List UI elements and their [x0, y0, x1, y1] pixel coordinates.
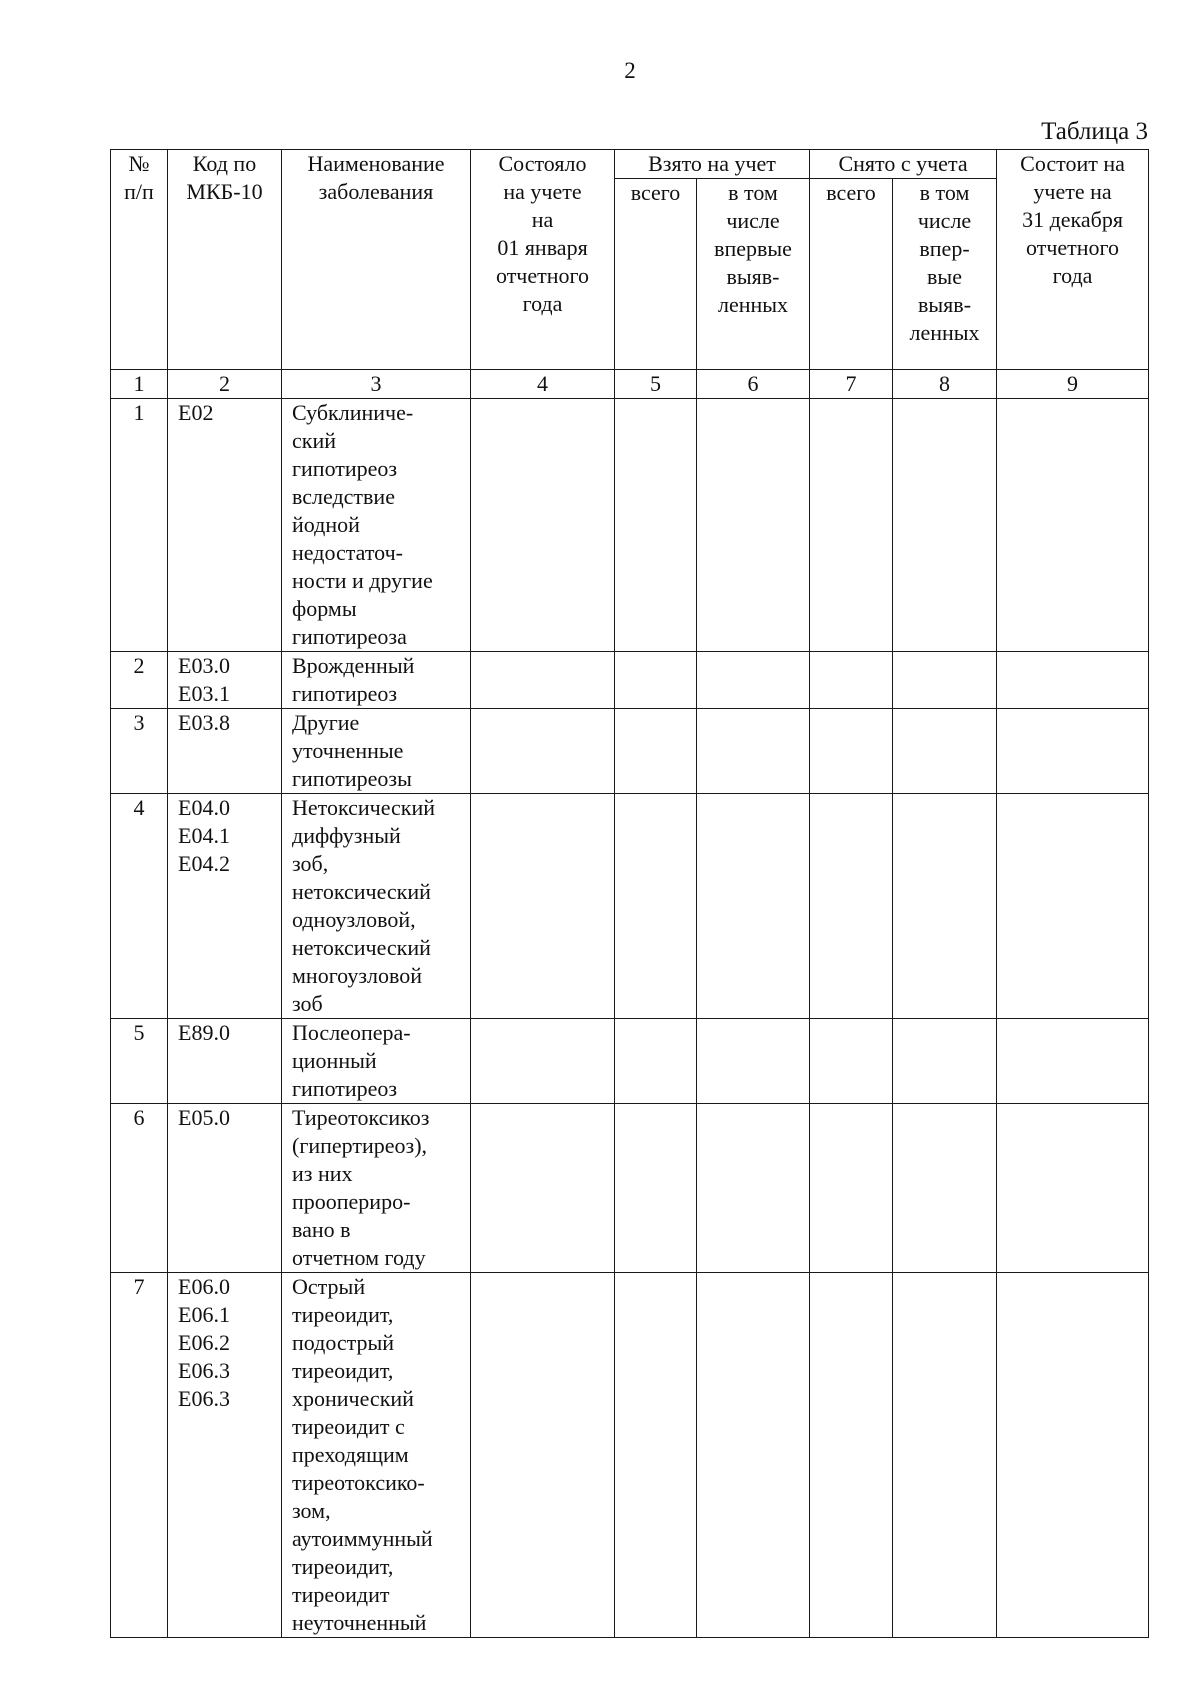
- column-number: 6: [697, 370, 810, 399]
- empty-data-cell: [471, 794, 615, 1019]
- empty-data-cell: [697, 652, 810, 709]
- empty-data-cell: [615, 1104, 697, 1273]
- empty-data-cell: [697, 399, 810, 652]
- table-row: [111, 1273, 1149, 1638]
- empty-data-cell: [997, 1273, 1149, 1638]
- empty-data-cell: [471, 399, 615, 652]
- header-end: Состоит на учете на 31 декабря отчетного года: [997, 150, 1149, 370]
- empty-data-cell: [997, 794, 1149, 1019]
- header-row-group: [111, 150, 1149, 179]
- row-num: 3: [133, 710, 145, 735]
- empty-data-cell: [615, 1019, 697, 1104]
- row-num-cell: [111, 1104, 168, 1273]
- header-removed-total: всего: [810, 179, 893, 370]
- header-taken-group: Взято на учет: [615, 150, 810, 179]
- row-code: Е03.0 Е03.1: [178, 653, 230, 706]
- row-num-cell: [111, 1273, 168, 1638]
- empty-data-cell: [471, 1104, 615, 1273]
- row-name-cell: [282, 709, 471, 794]
- row-code-cell: [168, 1104, 282, 1273]
- row-code-cell: [168, 1273, 282, 1638]
- empty-data-cell: [893, 794, 997, 1019]
- row-num: 4: [133, 795, 145, 820]
- row-num: 2: [133, 653, 145, 678]
- row-num-cell: [111, 794, 168, 1019]
- empty-data-cell: [893, 709, 997, 794]
- row-code-cell: [168, 709, 282, 794]
- row-name: Тиреотоксикоз (гипертиреоз), из них проопериро- вано в отчетном году: [292, 1105, 430, 1270]
- empty-data-cell: [697, 1104, 810, 1273]
- row-num-cell: [111, 399, 168, 652]
- empty-data-cell: [997, 1019, 1149, 1104]
- row-name: Другие уточненные гипотиреозы: [292, 710, 412, 791]
- column-number: 3: [282, 370, 471, 399]
- empty-data-cell: [471, 652, 615, 709]
- empty-data-cell: [893, 1104, 997, 1273]
- row-code-cell: [168, 399, 282, 652]
- table-caption: Таблица 3: [1041, 118, 1148, 145]
- report-table: [110, 149, 1149, 1638]
- row-name-cell: [282, 652, 471, 709]
- table-body: [111, 399, 1149, 1638]
- row-num: 7: [133, 1274, 145, 1299]
- row-code-cell: [168, 794, 282, 1019]
- column-number: 4: [471, 370, 615, 399]
- row-name-cell: [282, 1273, 471, 1638]
- column-numbers-row: [111, 370, 1149, 399]
- empty-data-cell: [615, 399, 697, 652]
- row-name-cell: [282, 1104, 471, 1273]
- row-code: Е05.0: [178, 1105, 230, 1130]
- empty-data-cell: [997, 1104, 1149, 1273]
- row-num-cell: [111, 1019, 168, 1104]
- empty-data-cell: [615, 709, 697, 794]
- column-number: 5: [615, 370, 697, 399]
- empty-data-cell: [615, 794, 697, 1019]
- empty-data-cell: [697, 1273, 810, 1638]
- empty-data-cell: [810, 1019, 893, 1104]
- table-row: [111, 399, 1149, 652]
- empty-data-cell: [997, 709, 1149, 794]
- header-num: № п/п: [111, 150, 168, 370]
- table-row: [111, 794, 1149, 1019]
- row-code-cell: [168, 1019, 282, 1104]
- column-number: 1: [111, 370, 168, 399]
- header-taken-new: в том числе впервые выяв- ленных: [697, 179, 810, 370]
- empty-data-cell: [810, 652, 893, 709]
- row-num-cell: [111, 652, 168, 709]
- table-row: [111, 709, 1149, 794]
- row-num-cell: [111, 709, 168, 794]
- row-name: Субклиниче- ский гипотиреоз вследствие йодной недостаточ- ности и другие формы гипотиреоза: [292, 400, 433, 649]
- empty-data-cell: [810, 1104, 893, 1273]
- column-number: 9: [997, 370, 1149, 399]
- table-row: [111, 652, 1149, 709]
- row-name-cell: [282, 1019, 471, 1104]
- empty-data-cell: [697, 794, 810, 1019]
- empty-data-cell: [471, 709, 615, 794]
- empty-data-cell: [615, 1273, 697, 1638]
- row-num: 5: [133, 1020, 145, 1045]
- header-start: Состояло на учете на 01 января отчетного года: [471, 150, 615, 370]
- header-removed-group: Снято с учета: [810, 150, 997, 179]
- row-code: Е04.0 Е04.1 Е04.2: [178, 795, 230, 876]
- row-code-cell: [168, 652, 282, 709]
- header-code: Код по МКБ-10: [168, 150, 282, 370]
- row-name: Нетоксический диффузный зоб, нетоксический одноузловой, нетоксический многоузловой зоб: [292, 795, 436, 1016]
- header-name: Наименование заболевания: [282, 150, 471, 370]
- empty-data-cell: [697, 709, 810, 794]
- empty-data-cell: [810, 794, 893, 1019]
- row-name: Острый тиреоидит, подострый тиреоидит, хронический тиреоидит с преходящим тиреотоксико- зом, аутоиммунный тиреоидит, тиреоидит неуточненный: [292, 1274, 433, 1635]
- header-removed-new: в том числе впер- вые выяв- ленных: [893, 179, 997, 370]
- row-name-cell: [282, 399, 471, 652]
- empty-data-cell: [893, 399, 997, 652]
- table-row: [111, 1019, 1149, 1104]
- empty-data-cell: [810, 399, 893, 652]
- row-code: Е06.0 Е06.1 Е06.2 Е06.3 Е06.3: [178, 1274, 230, 1411]
- row-name: Послеопера- ционный гипотиреоз: [292, 1020, 411, 1101]
- empty-data-cell: [893, 1019, 997, 1104]
- row-name-cell: [282, 794, 471, 1019]
- table-row: [111, 1104, 1149, 1273]
- column-number: 8: [893, 370, 997, 399]
- empty-data-cell: [810, 1273, 893, 1638]
- column-number: 2: [168, 370, 282, 399]
- empty-data-cell: [997, 652, 1149, 709]
- header-taken-total: всего: [615, 179, 697, 370]
- row-code: Е89.0: [178, 1020, 230, 1045]
- empty-data-cell: [893, 1273, 997, 1638]
- empty-data-cell: [697, 1019, 810, 1104]
- empty-data-cell: [997, 399, 1149, 652]
- empty-data-cell: [615, 652, 697, 709]
- row-code: Е02: [178, 400, 214, 425]
- row-name: Врожденный гипотиреоз: [292, 653, 415, 706]
- row-code: Е03.8: [178, 710, 230, 735]
- page-number: 2: [624, 58, 636, 83]
- empty-data-cell: [471, 1273, 615, 1638]
- empty-data-cell: [810, 709, 893, 794]
- row-num: 1: [133, 400, 145, 425]
- column-number: 7: [810, 370, 893, 399]
- row-num: 6: [133, 1105, 145, 1130]
- empty-data-cell: [893, 652, 997, 709]
- empty-data-cell: [471, 1019, 615, 1104]
